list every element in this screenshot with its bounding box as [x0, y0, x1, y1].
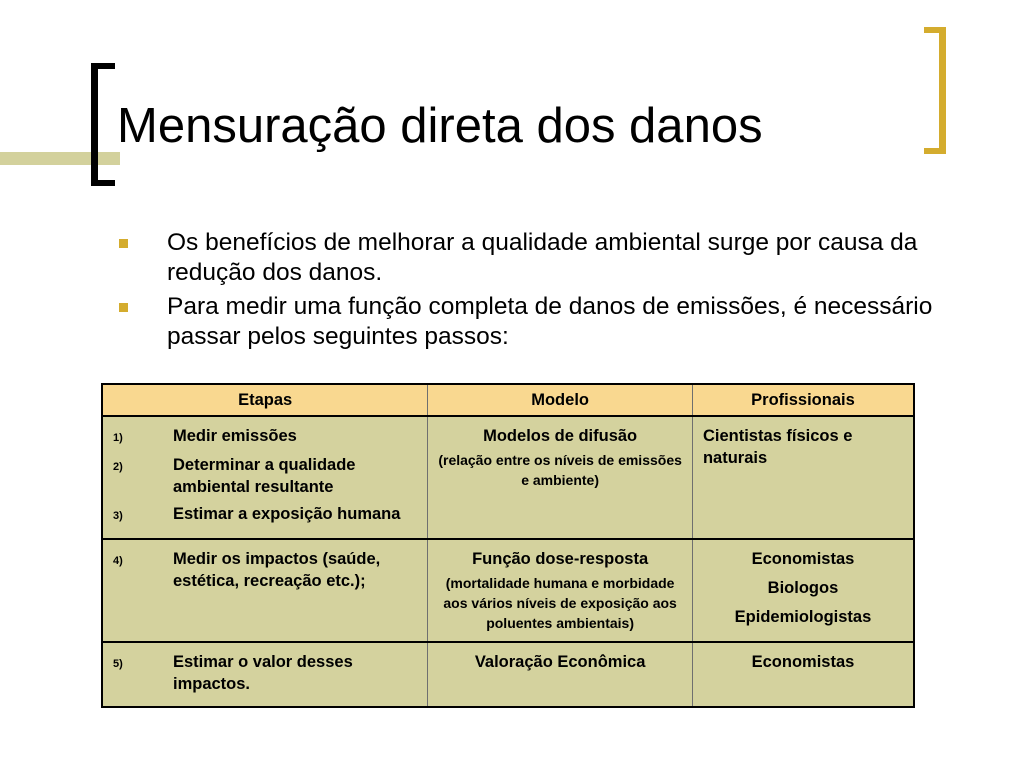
header-etapas: Etapas: [102, 384, 428, 416]
step-item: [113, 548, 417, 592]
damage-measurement-table: [101, 383, 915, 708]
model-note: (mortalidade humana e morbidade aos vários níveis de exposição aos poluentes ambientais): [443, 575, 677, 631]
steps-cell: [102, 416, 428, 539]
professionals-cell: [692, 642, 914, 707]
step-number: 4): [113, 555, 123, 567]
model-name: Valoração Econômica: [474, 653, 646, 671]
model-cell: [428, 416, 693, 539]
step-number: 2): [113, 461, 123, 473]
bullet-text: Os benefícios de melhorar a qualidade ambiental surge por causa da redução dos danos.: [167, 229, 918, 286]
step-number: 1): [113, 432, 123, 444]
model-name: Função dose-resposta: [472, 550, 649, 568]
table-row: [102, 539, 914, 642]
table-header-row: [102, 384, 914, 416]
bullet-item: [117, 228, 937, 288]
right-bracket-decoration: [924, 27, 946, 154]
professional-label: Economistas: [751, 653, 855, 671]
step-item: [113, 503, 417, 527]
table-row: [102, 416, 914, 539]
square-bullet-icon: [119, 303, 128, 312]
step-item: [113, 651, 417, 695]
model-note: (relação entre os níveis de emissões e ambiente): [438, 452, 682, 488]
step-text: Determinar a qualidade ambiental resultante: [173, 456, 356, 496]
model-cell: [428, 539, 693, 642]
step-number: 3): [113, 510, 123, 522]
step-text: Medir emissões: [173, 427, 297, 445]
professionals-cell: [692, 539, 914, 642]
step-number: 5): [113, 658, 123, 670]
step-text: Estimar a exposição humana: [173, 505, 401, 523]
table-row: [102, 642, 914, 707]
square-bullet-icon: [119, 239, 128, 248]
professional-label: Cientistas físicos e naturais: [702, 427, 853, 467]
steps-cell: [102, 642, 428, 707]
model-cell: [428, 642, 693, 707]
bullet-list: [117, 228, 937, 356]
slide-title: Mensuração direta dos danos: [117, 99, 763, 153]
model-name: Modelos de difusão: [483, 427, 638, 445]
bullet-item: [117, 292, 937, 352]
header-profissionais: Profissionais: [692, 384, 914, 416]
step-item: [113, 454, 417, 498]
professionals-cell: [692, 416, 914, 539]
step-text: Estimar o valor desses impactos.: [173, 653, 353, 693]
steps-cell: [102, 539, 428, 642]
step-item: [113, 425, 417, 449]
bullet-text: Para medir uma função completa de danos de emissões, é necessário passar pelos seguintes passos:: [167, 293, 933, 350]
professional-label: Economistas: [751, 550, 855, 568]
step-text: Medir os impactos (saúde, estética, recreação etc.);: [173, 550, 381, 590]
professional-label: Biologos: [767, 579, 839, 597]
professional-label: Epidemiologistas: [734, 608, 872, 626]
header-modelo: Modelo: [428, 384, 693, 416]
left-bracket-decoration: [91, 63, 115, 186]
